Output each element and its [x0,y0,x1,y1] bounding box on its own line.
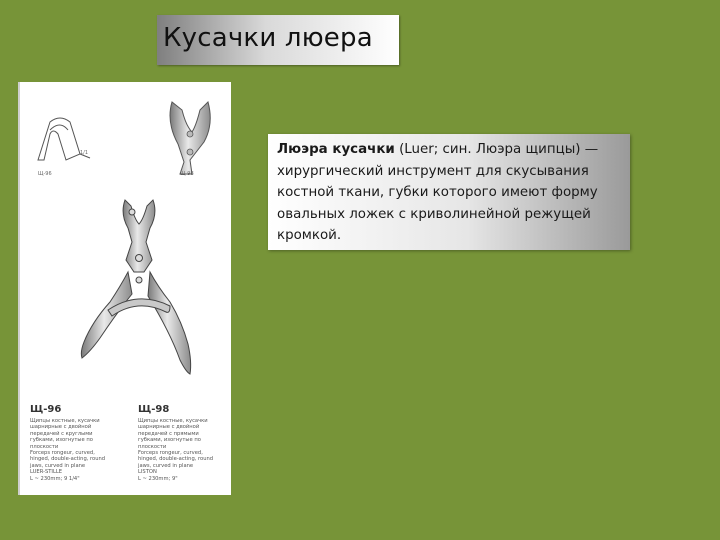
item2-code: Щ-98 [138,404,170,415]
item1-spec: Щипцы костные, кусачки шарнирные с двойной передачей с круглыми губками, изогнутые по плоскости Forceps rongeur, curved, hinged, double-acting, round jaws, curved in plane LUER-STILLE L ~ 230mm; 9 1/4" [30,418,106,482]
catalog-page-image [18,82,231,495]
luer-rongeur-drawing [81,200,190,374]
slide-title-box [157,15,399,65]
definition-text [277,139,629,247]
fig-marker: 1/1 [80,150,89,156]
fig2-label: Щ-98 [180,171,194,177]
definition-body: (Luer; син. Люэра щипцы) — хирургический инструмент для скусывания костной ткани, губки которого имеют форму овальных ложек с криволинейной режущей кромкой. [277,142,599,243]
definition-box [268,134,630,250]
slide-title: Кусачки люера [163,23,373,53]
item2-spec: Щипцы костные, кусачки шарнирные с двойной передачей с прямыми губками, изогнутые по плоскости Forceps rongeur, curved, hinged, double-acting, round jaws, curved in plane LISTON L ~ 230mm; 9" [138,418,214,482]
fig1-label: Щ-96 [38,171,52,177]
jaw-closeup-drawing [170,102,210,174]
definition-term: Люэра кусачки [277,142,395,157]
item1-code: Щ-96 [30,404,62,415]
